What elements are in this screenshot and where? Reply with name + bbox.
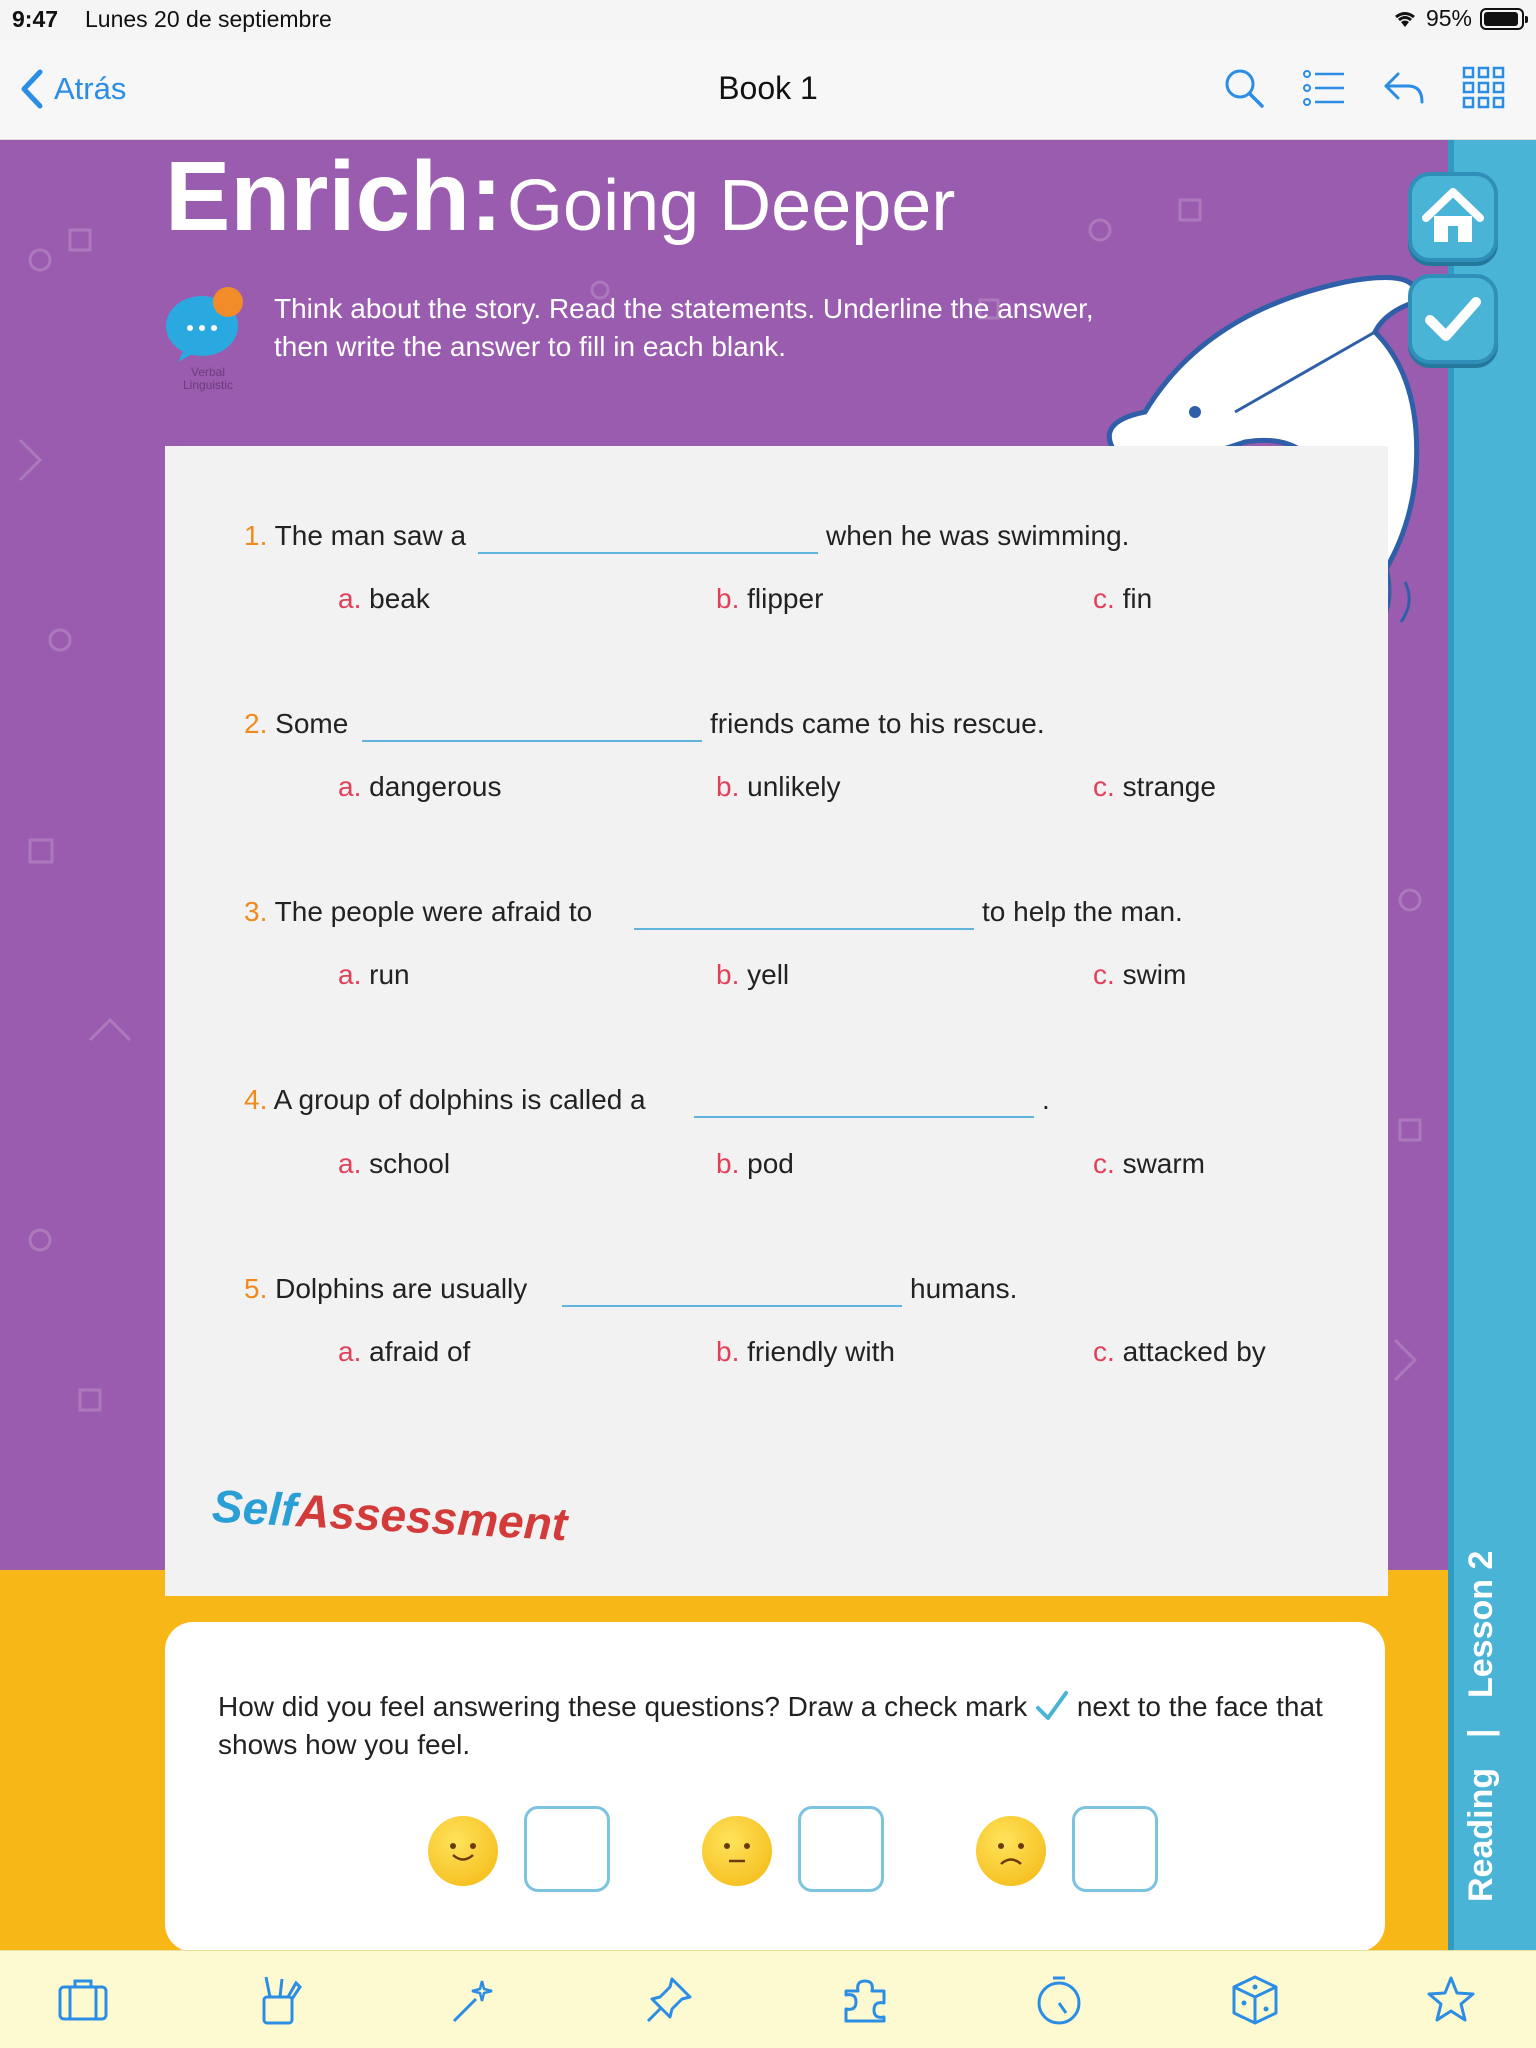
question-text: A group of dolphins is called a xyxy=(273,1084,646,1115)
question-number: 1. xyxy=(244,520,268,551)
option-text: unlikely xyxy=(747,771,841,802)
smile-mouth xyxy=(450,1852,476,1864)
question-2 xyxy=(244,708,348,740)
search-icon[interactable] xyxy=(1220,64,1268,112)
question-3 xyxy=(244,896,592,928)
option-text: beak xyxy=(369,583,430,614)
battery-level xyxy=(1484,12,1518,26)
option-letter: a. xyxy=(338,1148,362,1179)
option-letter: b. xyxy=(716,1148,740,1179)
chevron-left-icon xyxy=(20,68,44,110)
question-text-after: . xyxy=(1042,1084,1050,1115)
option-letter: c. xyxy=(1093,1148,1115,1179)
star-icon[interactable] xyxy=(1424,1973,1478,2027)
question-1 xyxy=(244,520,466,552)
option-a[interactable] xyxy=(338,1148,450,1180)
undo-icon[interactable] xyxy=(1380,64,1428,112)
question-number: 2. xyxy=(244,708,268,739)
question-number: 5. xyxy=(244,1273,268,1304)
question-text-after: humans. xyxy=(910,1273,1018,1304)
status-bar xyxy=(0,0,1536,40)
question-4 xyxy=(244,1084,646,1116)
prompt-after: next to the face that shows how you feel. xyxy=(218,1691,1323,1760)
option-c[interactable] xyxy=(1093,771,1216,803)
answer-blank[interactable] xyxy=(562,1305,902,1307)
back-button[interactable] xyxy=(20,68,126,110)
option-b[interactable] xyxy=(716,771,841,803)
page-title xyxy=(165,140,955,253)
option-text: run xyxy=(369,959,410,990)
self-title-part2: Assessment xyxy=(295,1484,569,1551)
option-text: afraid of xyxy=(369,1336,471,1367)
option-c[interactable] xyxy=(1093,959,1186,991)
face-eye xyxy=(470,1843,476,1849)
battery-percent: 95% xyxy=(1425,5,1472,31)
question-text: Some xyxy=(275,708,349,739)
neutral-checkbox[interactable] xyxy=(798,1806,884,1892)
option-text: friendly with xyxy=(747,1336,895,1367)
supplies-icon[interactable] xyxy=(252,1973,306,2027)
option-text: pod xyxy=(747,1148,794,1179)
question-5 xyxy=(244,1273,527,1305)
option-text: attacked by xyxy=(1122,1336,1266,1367)
option-letter: c. xyxy=(1093,583,1115,614)
option-letter: b. xyxy=(716,1336,740,1367)
answer-blank[interactable] xyxy=(478,552,818,554)
face-eye xyxy=(724,1843,730,1849)
option-text: strange xyxy=(1122,771,1216,802)
question-text: The man saw a xyxy=(274,520,467,551)
option-text: swarm xyxy=(1122,1148,1206,1179)
briefcase-icon[interactable] xyxy=(56,1973,110,2027)
side-label xyxy=(1448,1440,1536,1940)
option-letter: c. xyxy=(1093,771,1115,802)
option-letter: a. xyxy=(338,959,362,990)
option-a[interactable] xyxy=(338,959,410,991)
title-sub: Going Deeper xyxy=(507,166,956,246)
sad-checkbox[interactable] xyxy=(1072,1806,1158,1892)
grid-icon[interactable] xyxy=(1460,64,1508,112)
check-button[interactable] xyxy=(1408,274,1498,364)
option-text: dangerous xyxy=(369,771,502,802)
check-mark-icon xyxy=(1035,1690,1069,1722)
option-letter: a. xyxy=(338,771,362,802)
option-text: flipper xyxy=(747,583,824,614)
frown-mouth xyxy=(998,1854,1024,1866)
nav-actions xyxy=(1220,64,1508,112)
battery-icon xyxy=(1480,8,1524,30)
question-text: The people were afraid to xyxy=(274,896,593,927)
option-letter: b. xyxy=(716,583,740,614)
question-number: 4. xyxy=(244,1084,268,1115)
self-assessment-prompt xyxy=(218,1688,1358,1764)
dice-icon[interactable] xyxy=(1228,1973,1282,2027)
answer-blank[interactable] xyxy=(694,1116,1034,1118)
option-b[interactable] xyxy=(716,1148,794,1180)
option-text: yell xyxy=(747,959,790,990)
side-separator: | xyxy=(1462,1728,1500,1738)
option-c[interactable] xyxy=(1093,1148,1205,1180)
check-icon xyxy=(1412,278,1494,360)
option-letter: b. xyxy=(716,959,740,990)
option-a[interactable] xyxy=(338,1336,470,1368)
option-text: school xyxy=(369,1148,451,1179)
option-letter: c. xyxy=(1093,959,1115,990)
status-date: Lunes 20 de septiembre xyxy=(85,6,332,32)
side-subject: Reading xyxy=(1462,1767,1500,1902)
answer-blank[interactable] xyxy=(362,740,702,742)
question-text-after: when he was swimming. xyxy=(826,520,1130,551)
option-letter: a. xyxy=(338,1336,362,1367)
option-a[interactable] xyxy=(338,583,430,615)
option-b[interactable] xyxy=(716,1336,895,1368)
happy-checkbox[interactable] xyxy=(524,1806,610,1892)
self-assessment-card xyxy=(165,1622,1385,1952)
option-c[interactable] xyxy=(1093,1336,1266,1368)
answer-blank[interactable] xyxy=(634,928,974,930)
home-icon xyxy=(1412,176,1494,258)
face-eye xyxy=(998,1843,1004,1849)
option-letter: a. xyxy=(338,583,362,614)
neutral-face-icon xyxy=(702,1816,772,1886)
neutral-mouth xyxy=(724,1858,750,1864)
option-b[interactable] xyxy=(716,583,823,615)
side-lesson: Lesson 2 xyxy=(1462,1550,1500,1698)
wifi-icon xyxy=(1392,9,1418,29)
question-sheet xyxy=(165,446,1388,1596)
back-label: Atrás xyxy=(54,71,127,106)
question-text-after: friends came to his rescue. xyxy=(710,708,1045,739)
nav-bar xyxy=(0,40,1536,140)
question-text: Dolphins are usually xyxy=(275,1273,528,1304)
bubble-label: Verbal Linguistic xyxy=(182,365,234,392)
option-letter: b. xyxy=(716,771,740,802)
timer-icon[interactable] xyxy=(1032,1973,1086,2027)
speech-bubble-icon xyxy=(164,286,248,362)
instructions: Think about the story. Read the statements. Underline the answer, then write the answer to fill in each blank. xyxy=(274,293,1094,362)
sad-face-icon xyxy=(976,1816,1046,1886)
option-b[interactable] xyxy=(716,959,789,991)
self-title-part1: Self xyxy=(210,1479,298,1537)
home-button[interactable] xyxy=(1408,172,1498,262)
question-number: 3. xyxy=(244,896,268,927)
option-text: fin xyxy=(1122,583,1153,614)
prompt-before: How did you feel answering these questions? Draw a check mark xyxy=(218,1691,1028,1722)
option-text: swim xyxy=(1122,959,1187,990)
option-letter: c. xyxy=(1093,1336,1115,1367)
table-of-contents-icon[interactable] xyxy=(1300,64,1348,112)
puzzle-icon[interactable] xyxy=(838,1973,892,2027)
status-indicators xyxy=(1392,5,1524,32)
title-main: Enrich: xyxy=(165,141,503,251)
question-text-after: to help the man. xyxy=(982,896,1183,927)
book-title: Book 1 xyxy=(718,70,818,106)
option-c[interactable] xyxy=(1093,583,1152,615)
bottom-toolbar xyxy=(0,1950,1536,2048)
face-eye xyxy=(744,1843,750,1849)
magic-wand-icon[interactable] xyxy=(446,1973,500,2027)
option-a[interactable] xyxy=(338,771,501,803)
status-time: 9:47 xyxy=(12,6,59,32)
face-eye xyxy=(450,1843,456,1849)
happy-face-icon xyxy=(428,1816,498,1886)
face-eye xyxy=(1018,1843,1024,1849)
pin-icon[interactable] xyxy=(642,1973,696,2027)
